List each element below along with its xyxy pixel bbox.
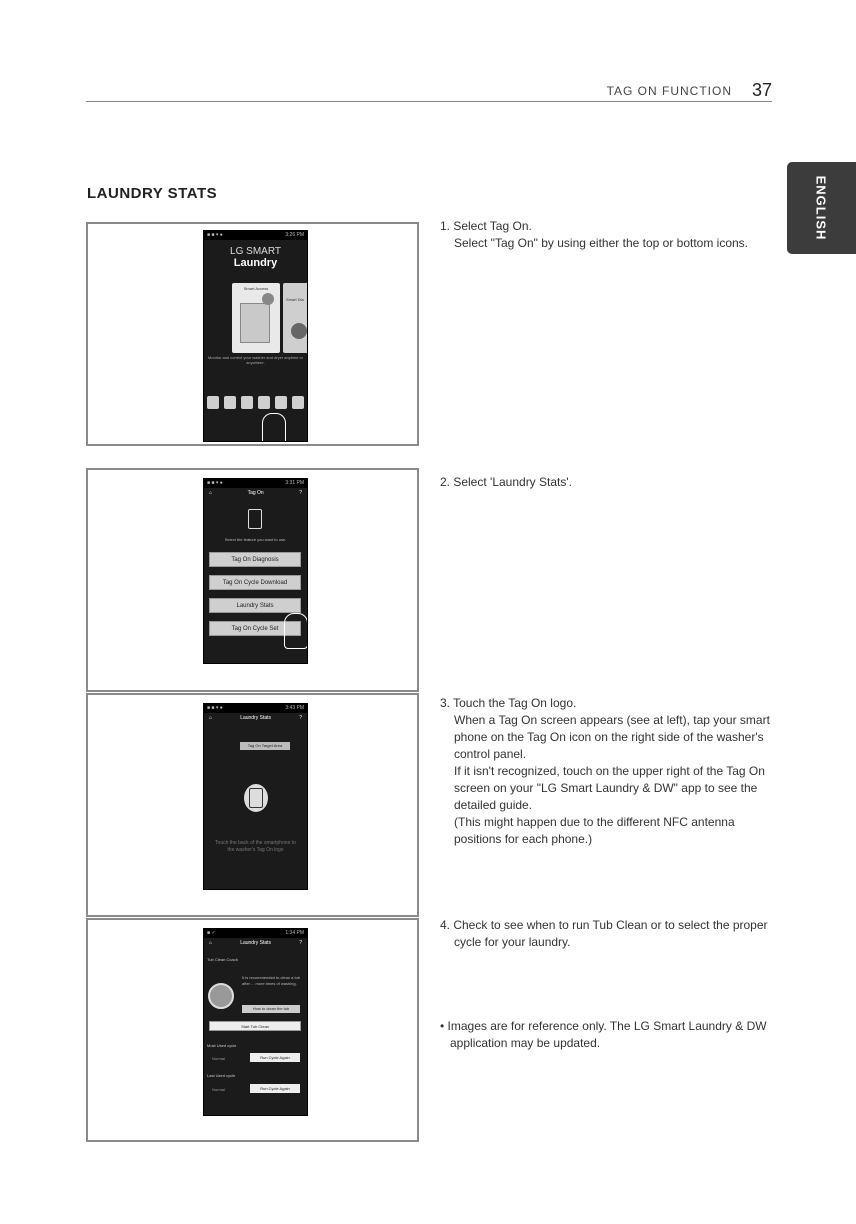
phone-screenshot-laundry-stats — [203, 928, 308, 1116]
step-3-body-1: When a Tag On screen appears (see at left), tap your smart phone on the Tag On icon on the right side of the washer's control panel. — [454, 713, 770, 761]
status-bar: ■ ✓ 1:34 PM — [204, 929, 307, 938]
brand-line2: Laundry — [233, 257, 278, 269]
step-4-title: 4. Check to see when to run Tub Clean or to select the proper cycle for your laundry. — [440, 918, 768, 949]
home-icon[interactable]: ⌂ — [209, 715, 213, 721]
tag-on-phone-icon — [248, 509, 262, 529]
status-bar: ■ ■ ▾ ● 3:26 PM — [204, 231, 307, 240]
language-tab-label: ENGLISH — [813, 175, 829, 241]
tag-on-icon[interactable] — [258, 396, 270, 409]
home-icon[interactable]: ⌂ — [209, 490, 213, 496]
tag-target-area-label: Tag On Target Area — [240, 742, 290, 750]
last-used-cycle-value: Normal — [212, 1087, 225, 1092]
figure-2 — [86, 468, 419, 692]
step-3-title: 3. Touch the Tag On logo. — [440, 696, 577, 710]
app-icon[interactable] — [275, 396, 287, 409]
step-3-body-3: (This might happen due to the different NFC antenna positions for each phone.) — [454, 815, 735, 846]
screen-title: Tag On — [247, 490, 264, 496]
tag-on-diagnosis-button[interactable]: Tag On Diagnosis — [209, 552, 301, 567]
tub-clean-info: It is recommended to clean a tub after ... more times of washing. — [242, 975, 301, 986]
hand-pointer-icon — [262, 413, 286, 442]
help-icon[interactable]: ? — [299, 490, 302, 496]
header-divider — [86, 101, 772, 102]
diagnosis-icon — [291, 323, 307, 339]
washer-icon — [240, 303, 270, 343]
app-icon[interactable] — [241, 396, 253, 409]
step-2-title: 2. Select 'Laundry Stats'. — [440, 475, 572, 489]
tag-on-logo-icon[interactable] — [244, 784, 268, 812]
bottom-icon-row — [207, 396, 304, 409]
app-title-bar — [204, 713, 307, 725]
figure-3 — [86, 693, 419, 917]
app-icon[interactable] — [224, 396, 236, 409]
screen-title: Laundry Stats — [240, 940, 272, 946]
phone-icon — [249, 788, 263, 808]
app-icon[interactable] — [207, 396, 219, 409]
settings-icon[interactable] — [292, 396, 304, 409]
screen-title: Laundry Stats — [240, 715, 272, 721]
tub-clean-coach-label: Tub Clean Coach — [207, 957, 238, 962]
most-used-cycle-label: Most Used cycle — [207, 1043, 237, 1048]
run-cycle-again-button[interactable]: Run Cycle Again — [250, 1084, 300, 1093]
figure-1 — [86, 222, 419, 446]
most-used-cycle-value: Normal — [212, 1056, 225, 1061]
last-used-cycle-label: Last Used cycle — [207, 1073, 236, 1078]
phone-screenshot-tag-on — [203, 478, 308, 664]
status-bar: ■ ■ ▾ ● 3:43 PM — [204, 704, 307, 713]
section-title: LAUNDRY STATS — [87, 185, 218, 202]
step-1-title: 1. Select Tag On. — [440, 219, 532, 233]
start-tub-clean-button[interactable]: Start Tub Clean — [209, 1021, 301, 1031]
reference-note: • Images are for reference only. The LG Smart Laundry & DW application may be updated. — [440, 1019, 767, 1050]
app-title-bar — [204, 938, 307, 950]
page-number: 37 — [752, 80, 773, 100]
smart-access-label: Smart Access — [243, 286, 269, 291]
smart-diagnosis-card — [283, 283, 308, 353]
home-description: Monitor and control your washer and dryer anytime or anywhere. — [208, 355, 303, 365]
header-title: TAG ON FUNCTION — [606, 84, 732, 98]
run-cycle-again-button[interactable]: Run Cycle Again — [250, 1053, 300, 1062]
smart-diagnosis-label: Smart Dia — [286, 297, 304, 302]
step-1 — [440, 218, 780, 252]
step-4 — [440, 917, 780, 951]
nfc-icon — [262, 293, 274, 305]
laundry-stats-button[interactable]: Laundry Stats — [209, 598, 301, 613]
tag-on-cycle-set-button[interactable]: Tag On Cycle Set — [209, 621, 301, 636]
figure-4 — [86, 918, 419, 1142]
status-bar: ■ ■ ▾ ● 3:31 PM — [204, 479, 307, 488]
smart-access-card — [232, 283, 280, 353]
help-icon[interactable]: ? — [299, 715, 302, 721]
phone-screenshot-home — [203, 230, 308, 442]
language-tab — [787, 162, 856, 254]
step-2 — [440, 474, 780, 491]
how-to-clean-button[interactable]: How to clean the tub — [242, 1005, 300, 1013]
step-3-body-2: If it isn't recognized, touch on the upper right of the Tag On screen on your "LG Smart Laundry & DW" app to see the detailed guide. — [454, 764, 765, 812]
home-icon[interactable]: ⌂ — [209, 940, 213, 946]
brand-line1: LG SMART — [230, 246, 281, 257]
tag-instruction: Touch the back of the smartphone to the washer's Tag On logo — [215, 840, 296, 853]
app-title-bar — [204, 488, 307, 500]
tag-on-cycle-download-button[interactable]: Tag On Cycle Download — [209, 575, 301, 590]
phone-screenshot-tag-target — [203, 703, 308, 890]
tub-clean-gauge-icon — [208, 983, 234, 1009]
feature-prompt: Select the feature you want to use. — [224, 537, 287, 542]
hand-pointer-icon — [284, 613, 308, 649]
step-1-body: Select "Tag On" by using either the top or bottom icons. — [454, 236, 749, 250]
step-3 — [440, 695, 780, 848]
help-icon[interactable]: ? — [299, 940, 302, 946]
